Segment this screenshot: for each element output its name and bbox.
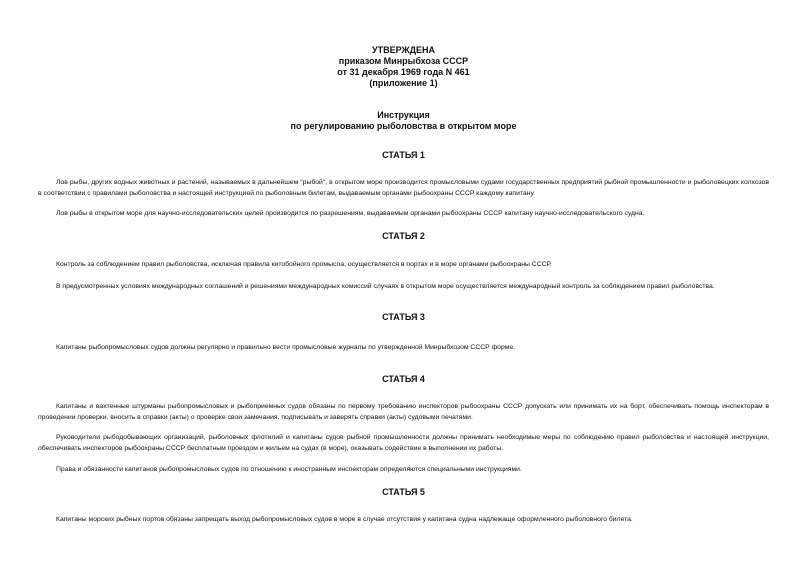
document-title — [0, 110, 807, 132]
article-heading: СТАТЬЯ 4 — [382, 374, 425, 384]
approval-line: приказом Минрыбхоза СССР — [338, 56, 469, 66]
article-paragraph: Капитаны рыбопромысловых судов должны регулярно и правильно вести промысловые журналы по утвержденной Минрыбхозом СССР форме. — [56, 344, 516, 351]
title-line: Инструкция — [377, 110, 430, 120]
article-paragraph: Капитаны морских рыбных портов обязаны запрещать выход рыбопромысловых судов в море в случае отсутствия у капитана судна надлежаще оформленного рыболовного билета. — [56, 516, 633, 523]
article-paragraph: Контроль за соблюдением правил рыболовства, исключая правила китобойного промысла, осуществляется в портах и в море органами рыбоохраны СССР. — [56, 261, 552, 268]
approval-line: УТВЕРЖДЕНА — [371, 45, 436, 55]
approval-line: (приложение 1) — [369, 78, 438, 88]
article-heading: СТАТЬЯ 5 — [382, 487, 425, 497]
approval-block — [0, 45, 807, 89]
article-heading: СТАТЬЯ 2 — [382, 231, 425, 241]
title-line: по регулированию рыболовства в открытом море — [290, 121, 517, 131]
article-paragraph: Лов рыбы в открытом море для научно-исследовательских целей производится по разрешениям, выдаваемым органами рыбоохраны СССР капитану научно-исследовательского судна. — [56, 210, 645, 217]
article-paragraph: Капитаны и вахтенные штурманы рыбопромысловых и рыбоприемных судов обязаны по первому требованию инспекторов рыбоохраны СССР допускать или принимать их на борт, обеспечивать помощь инспекторам в проведении проверки, вносить в справки (акты) о проверке свои замечания, подписывать и заверять справки (акты) судовыми печатями. — [38, 403, 769, 421]
article-heading: СТАТЬЯ 3 — [382, 312, 425, 322]
article-paragraph: Руководители рыбодобывающих организаций, рыболовных флотилий и капитаны судов рыбной промышленности должны принимать необходимые меры по соблюдению правил рыболовства и настоящей инструкции, обеспечивать инспекторов рыбоохраны СССР бесплатным проездом и жильем на судах (в море), оказывать содействие в выполнении их работы. — [38, 434, 769, 452]
article-heading: СТАТЬЯ 1 — [382, 150, 425, 160]
article-paragraph: Права и обязанности капитанов рыбопромысловых судов по отношению к иностранным инспекторам определяются специальными инструкциями. — [56, 466, 522, 473]
approval-line: от 31 декабря 1969 года N 461 — [337, 67, 470, 77]
article-paragraph: Лов рыбы, других водных животных и растений, называемых в дальнейшем "рыбой", в открытом море производится промысловыми судами государственных предприятий рыбной промышленности и рыболовецких колхозов в соответствии с правилами рыболовства и настоящей инструкцией по рыболовным билетам, выдаваемым органами рыбоохраны СССР каждому капитану. — [38, 179, 769, 197]
article-paragraph: В предусмотренных условиях международных соглашений и решениями международных комиссий случаях в открытом море осуществляется международный контроль за соблюдением правил рыболовства. — [56, 283, 715, 290]
